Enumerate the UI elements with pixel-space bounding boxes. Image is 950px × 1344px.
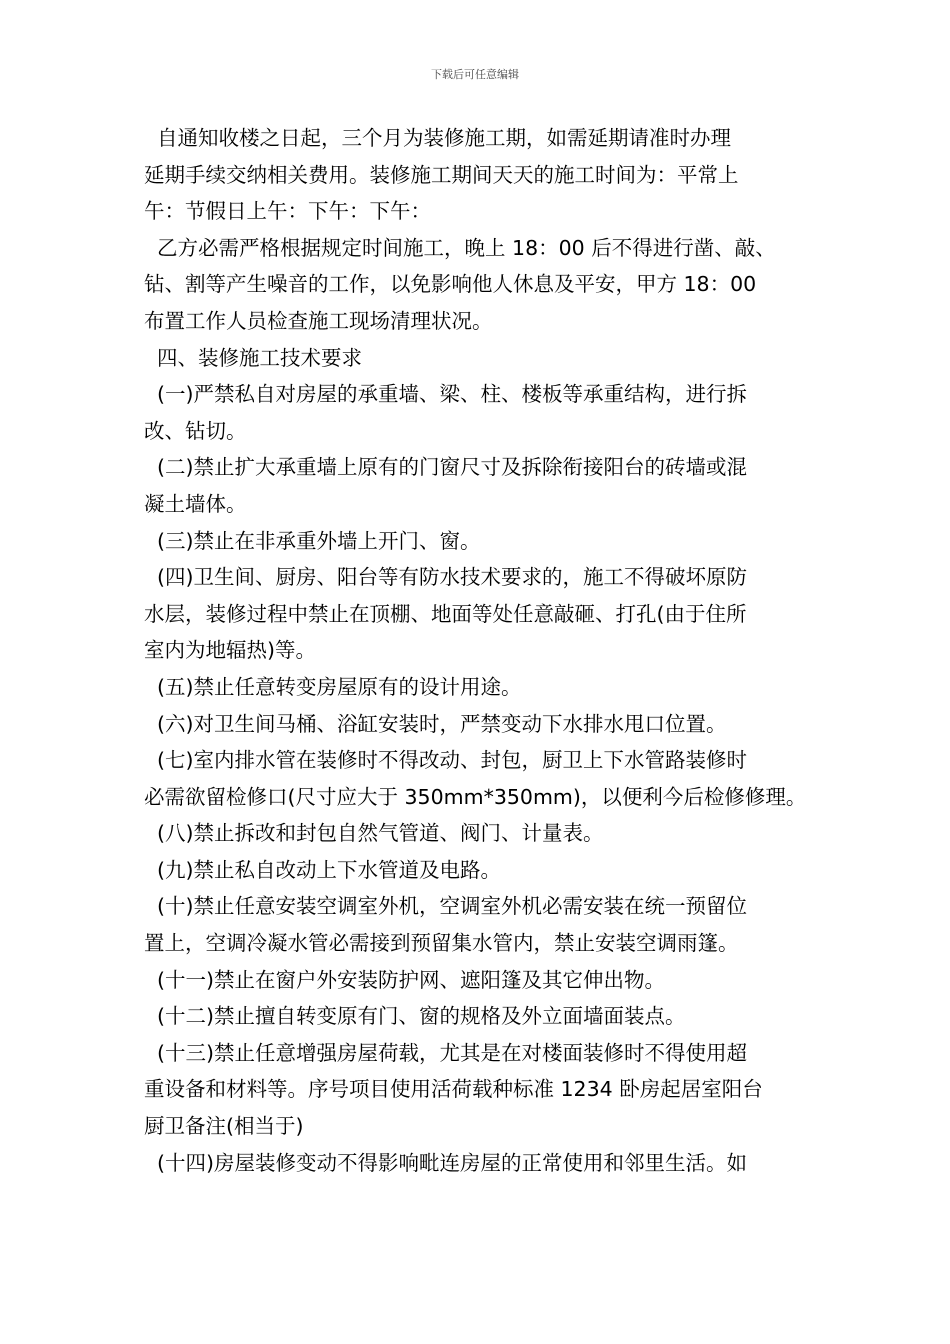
document-body xyxy=(144,120,824,1181)
paragraph-line: 改、钻切。 xyxy=(144,418,247,443)
paragraph-line: 自通知收楼之日起，三个月为装修施工期，如需延期请准时办理 xyxy=(144,126,732,150)
paragraph-line: 重设备和材料等。序号项目使用活荷载种标准 1234 卧房起居室阳台 xyxy=(144,1077,763,1102)
paragraph-line: (十)禁止任意安装空调室外机，空调室外机必需安装在统一预留位 xyxy=(144,894,748,919)
paragraph-line: (五)禁止任意转变房屋原有的设计用途。 xyxy=(144,674,522,699)
paragraph-line: (八)禁止拆改和封包自然气管道、阀门、计量表。 xyxy=(144,821,604,846)
paragraph-line: 延期手续交纳相关费用。装修施工期间天天的施工时间为：平常上 xyxy=(144,162,739,187)
paragraph-line: (七)室内排水管在装修时不得改动、封包，厨卫上下水管路装修时 xyxy=(144,748,748,773)
paragraph-line: (十三)禁止任意增强房屋荷载，尤其是在对楼面装修时不得使用超 xyxy=(144,1040,748,1065)
paragraph-line: 午：节假日上午：下午：下午： xyxy=(144,199,431,224)
paragraph-line: (十二)禁止擅自转变原有门、窗的规格及外立面墙面装点。 xyxy=(144,1004,686,1029)
paragraph-line: 乙方必需严格根据规定时间施工，晚上 18：00 后不得进行凿、敲、 xyxy=(144,235,776,260)
paragraph-line: (二)禁止扩大承重墙上原有的门窗尺寸及拆除衔接阳台的砖墙或混 xyxy=(144,455,748,480)
paragraph-line: 水层，装修过程中禁止在顶棚、地面等处任意敲砸、打孔(由于住所 xyxy=(144,601,747,626)
paragraph-line: 钻、割等产生噪音的工作，以免影响他人休息及平安，甲方 18：00 xyxy=(144,272,757,297)
paragraph-line: 必需欲留检修口(尺寸应大于 350mm*350mm)，以便利今后检修修理。 xyxy=(144,784,807,809)
paragraph-line: (三)禁止在非承重外墙上开门、窗。 xyxy=(144,528,481,553)
paragraph-line: 室内为地辐热)等。 xyxy=(144,638,316,663)
paragraph-line: (六)对卫生间马桶、浴缸安装时，严禁变动下水排水甩口位置。 xyxy=(144,711,727,736)
section-heading: 四、装修施工技术要求 xyxy=(144,345,363,370)
paragraph-line: (十四)房屋装修变动不得影响毗连房屋的正常使用和邻里生活。如 xyxy=(144,1150,748,1175)
paragraph-line: 置上，空调冷凝水管必需接到预留集水管内，禁止安装空调雨篷。 xyxy=(144,931,739,956)
paragraph-line: 凝土墙体。 xyxy=(144,491,247,516)
paragraph-line: 布置工作人员检查施工现场清理状况。 xyxy=(144,308,493,333)
paragraph-line: (四)卫生间、厨房、阳台等有防水技术要求的，施工不得破坏原防 xyxy=(144,565,748,590)
paragraph-line: (十一)禁止在窗户外安装防护网、遮阳篷及其它伸出物。 xyxy=(144,967,666,992)
paragraph-line: 厨卫备注(相当于) xyxy=(144,1114,304,1139)
header-note: 下载后可任意编辑 xyxy=(431,68,519,81)
paragraph-line: (九)禁止私自改动上下水管道及电路。 xyxy=(144,857,502,882)
paragraph-line: (一)严禁私自对房屋的承重墙、梁、柱、楼板等承重结构，进行拆 xyxy=(144,382,748,407)
